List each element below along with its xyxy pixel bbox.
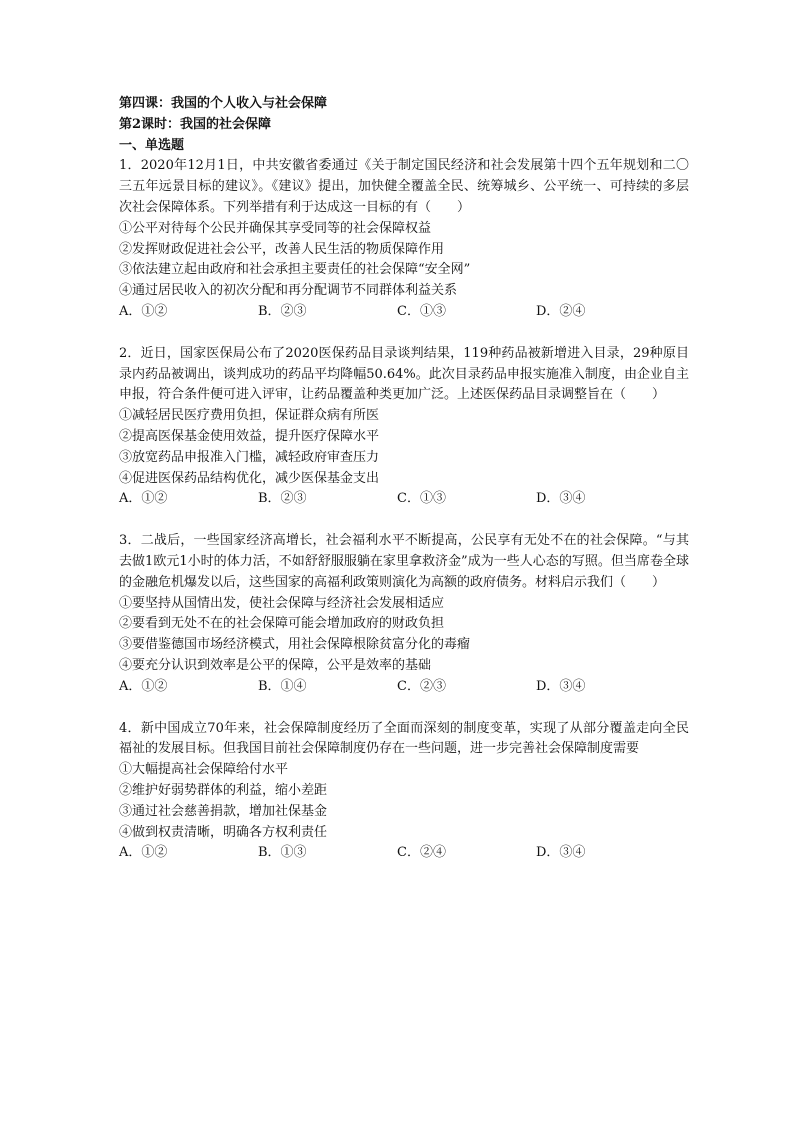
spacer (119, 510, 689, 531)
spacer (119, 323, 689, 344)
choice-a[interactable]: A．①② (119, 845, 168, 861)
question-3 (119, 531, 689, 697)
choice-c[interactable]: C．①③ (397, 491, 446, 507)
question-stem: 3．二战后，一些国家经济高增长，社会福利水平不断提高，公民享有无处不在的社会保障。“与其去做1欧元1小时的体力活，不如舒舒服服躺在家里拿救济金”成为一些人心态的写照。但当席卷全球的金融危机爆发以后，这些国家的高福利政策则演化为高额的政府债务。材料启示我们（ ） (119, 533, 689, 590)
lesson-title: 第四课：我国的个人收入与社会保障 (119, 96, 328, 111)
option-1: ①公平对待每个公民并确保其享受同等的社会保障权益 (119, 220, 432, 236)
question-1 (119, 156, 689, 322)
option-1: ①大幅提高社会保障给付水平 (119, 762, 289, 778)
choice-a[interactable]: A．①② (119, 678, 168, 694)
question-stem: 1．2020年12月1日，中共安徽省委通过《关于制定国民经济和社会发展第十四个五年规划和二〇三五年远景目标的建议》。《建议》提出，加快健全覆盖全民、统筹城乡、公平统一、可持续的多层次社会保障体系。下列举措有利于达成这一目标的有（ ） (119, 158, 689, 215)
choice-b[interactable]: B．①④ (258, 678, 307, 694)
answer-choices (119, 489, 689, 510)
answer-choices (119, 302, 689, 323)
option-2: ②要看到无处不在的社会保障可能会增加政府的财政负担 (119, 616, 445, 632)
question-stem: 4．新中国成立70年来，社会保障制度经历了全面而深刻的制度变革，实现了从部分覆盖走向全民福祉的发展目标。但我国目前社会保障制度仍存在一些问题，进一步完善社会保障制度需要 (119, 720, 689, 757)
option-3: ③通过社会慈善捐款，增加社保基金 (119, 803, 328, 819)
option-4: ④通过居民收入的初次分配和再分配调节不同群体利益关系 (119, 283, 458, 299)
option-1: ①减轻居民医疗费用负担，保证群众病有所医 (119, 408, 380, 424)
option-1: ①要坚持从国情出发，使社会保障与经济社会发展相适应 (119, 595, 445, 611)
answer-choices (119, 677, 689, 698)
question-4 (119, 719, 689, 865)
option-3: ③依法建立起由政府和社会承担主要责任的社会保障“安全网” (119, 262, 471, 278)
choice-a[interactable]: A．①② (119, 303, 168, 319)
option-4: ④要充分认识到效率是公平的保障，公平是效率的基础 (119, 657, 432, 673)
choice-d[interactable]: D．③④ (536, 678, 586, 694)
option-4: ④促进医保药品结构优化，减少医保基金支出 (119, 470, 380, 486)
choice-b[interactable]: B．①③ (258, 845, 307, 861)
spacer (119, 698, 689, 719)
section-heading: 一、单选题 (119, 137, 185, 153)
question-stem: 2．近日，国家医保局公布了2020医保药品目录谈判结果，119种药品被新增进入目录，29种原目录内药品被调出，谈判成功的药品平均降幅50.64%。此次目录药品申报实施准入制度，由企业自主申报，符合条件便可进入评审，让药品覆盖种类更加广泛。上述医保药品目录调整旨在（ ） (119, 345, 689, 403)
option-3: ③要借鉴德国市场经济模式，用社会保障根除贫富分化的毒瘤 (119, 637, 471, 653)
choice-d[interactable]: D．③④ (536, 845, 586, 861)
document-page (119, 94, 689, 864)
period-title: 第2课时：我国的社会保障 (119, 116, 272, 132)
option-2: ②提高医保基金使用效益，提升医疗保障水平 (119, 428, 380, 444)
choice-d[interactable]: D．③④ (536, 491, 586, 507)
option-2: ②维护好弱势群体的利益，缩小差距 (119, 782, 328, 798)
choice-c[interactable]: C．②③ (397, 678, 446, 694)
answer-choices (119, 843, 689, 864)
option-3: ③放宽药品申报准入门槛，减轻政府审查压力 (119, 449, 380, 465)
choice-d[interactable]: D．②④ (536, 303, 586, 319)
option-2: ②发挥财政促进社会公平，改善人民生活的物质保障作用 (119, 241, 445, 257)
choice-b[interactable]: B．②③ (258, 303, 307, 319)
option-4: ④做到权责清晰，明确各方权利责任 (119, 824, 328, 840)
choice-c[interactable]: C．②④ (397, 845, 446, 861)
choice-c[interactable]: C．①③ (397, 303, 446, 319)
choice-a[interactable]: A．①② (119, 491, 168, 507)
question-2 (119, 344, 689, 510)
choice-b[interactable]: B．②③ (258, 491, 307, 507)
